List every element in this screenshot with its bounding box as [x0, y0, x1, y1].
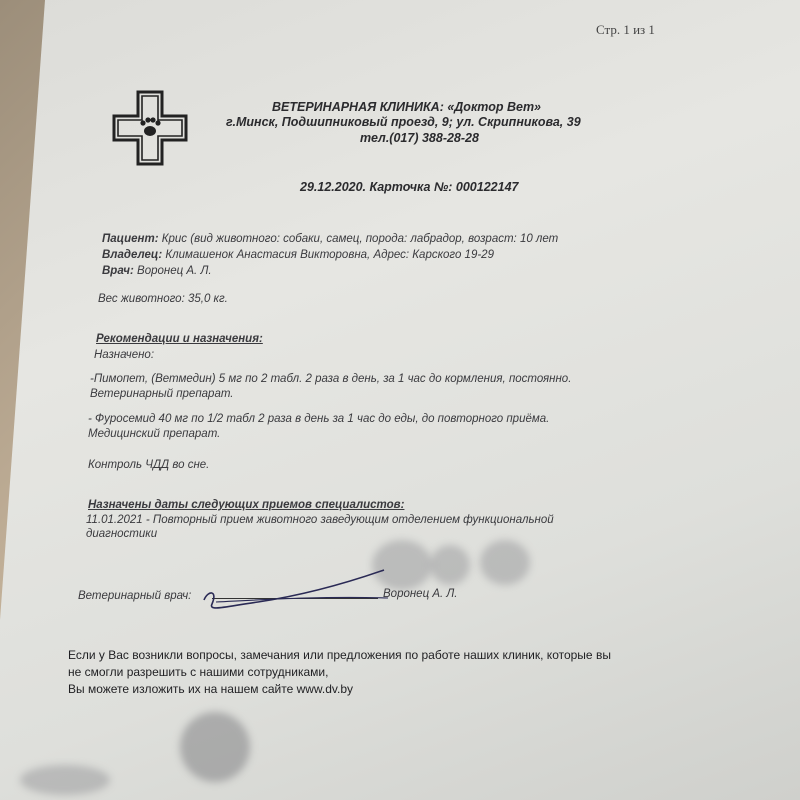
handwritten-signature-icon [198, 560, 398, 630]
stamp-smudge [20, 765, 110, 795]
footer-line-3: Вы можете изложить их на нашем сайте www.dv.by [68, 682, 354, 696]
clinic-logo-icon [112, 90, 188, 166]
clinic-address: г.Минск, Подшипниковый проезд, 9; ул. Скрипникова, 39 [226, 115, 581, 129]
stamp-smudge [480, 540, 530, 585]
owner-line [102, 249, 494, 261]
footer-line-1: Если у Вас возникли вопросы, замечания или предложения по работе наших клиник, которые вы [68, 648, 611, 662]
recommendations-heading: Рекомендации и назначения: [96, 333, 263, 345]
clinic-name: ВЕТЕРИНАРНАЯ КЛИНИКА: «Доктор Вет» [272, 100, 542, 114]
patient-line [102, 233, 558, 245]
prescription-1-line-1: -Пимопет, (Ветмедин) 5 мг по 2 табл. 2 раза в день, за 1 час до кормления, постоянно. [90, 373, 572, 385]
appointment-line-1: 11.01.2021 - Повторный прием животного заведующим отделением функциональной [86, 514, 554, 526]
appointments-heading: Назначены даты следующих приемов специалистов: [88, 499, 405, 511]
signature-name: Воронец А. Л. [383, 588, 458, 600]
prescription-2-line-2: Медицинский препарат. [88, 428, 221, 440]
doctor-label: Врач: [102, 265, 134, 277]
signature-label: Ветеринарный врач: [78, 590, 192, 602]
patient-value: Крис (вид животного: собаки, самец, порода: лабрадор, возраст: 10 лет [161, 233, 559, 245]
doctor-line [102, 265, 212, 277]
control-note: Контроль ЧДД во сне. [88, 459, 210, 471]
card-number-line: 29.12.2020. Карточка №: 000122147 [300, 180, 519, 194]
prescription-2-line-1: - Фуросемид 40 мг по 1/2 табл 2 раза в день за 1 час до еды, до повторного приёма. [88, 413, 550, 425]
owner-value: Климашенок Анастасия Викторовна, Адрес: Карского 19-29 [165, 249, 494, 261]
patient-label: Пациент: [102, 233, 159, 245]
page-number: Стр. 1 из 1 [596, 22, 655, 37]
stamp-smudge [430, 545, 470, 585]
prescribed-label: Назначено: [94, 349, 155, 361]
appointment-line-2: диагностики [86, 528, 158, 540]
owner-label: Владелец: [102, 249, 163, 261]
stamp-smudge [180, 712, 250, 782]
animal-weight: Вес животного: 35,0 кг. [98, 293, 228, 305]
footer-line-2: не смогли разрешить с нашими сотрудниками, [68, 665, 329, 679]
clinic-phone: тел.(017) 388-28-28 [360, 131, 479, 145]
prescription-1-line-2: Ветеринарный препарат. [90, 388, 234, 400]
doctor-value: Воронец А. Л. [137, 265, 212, 277]
